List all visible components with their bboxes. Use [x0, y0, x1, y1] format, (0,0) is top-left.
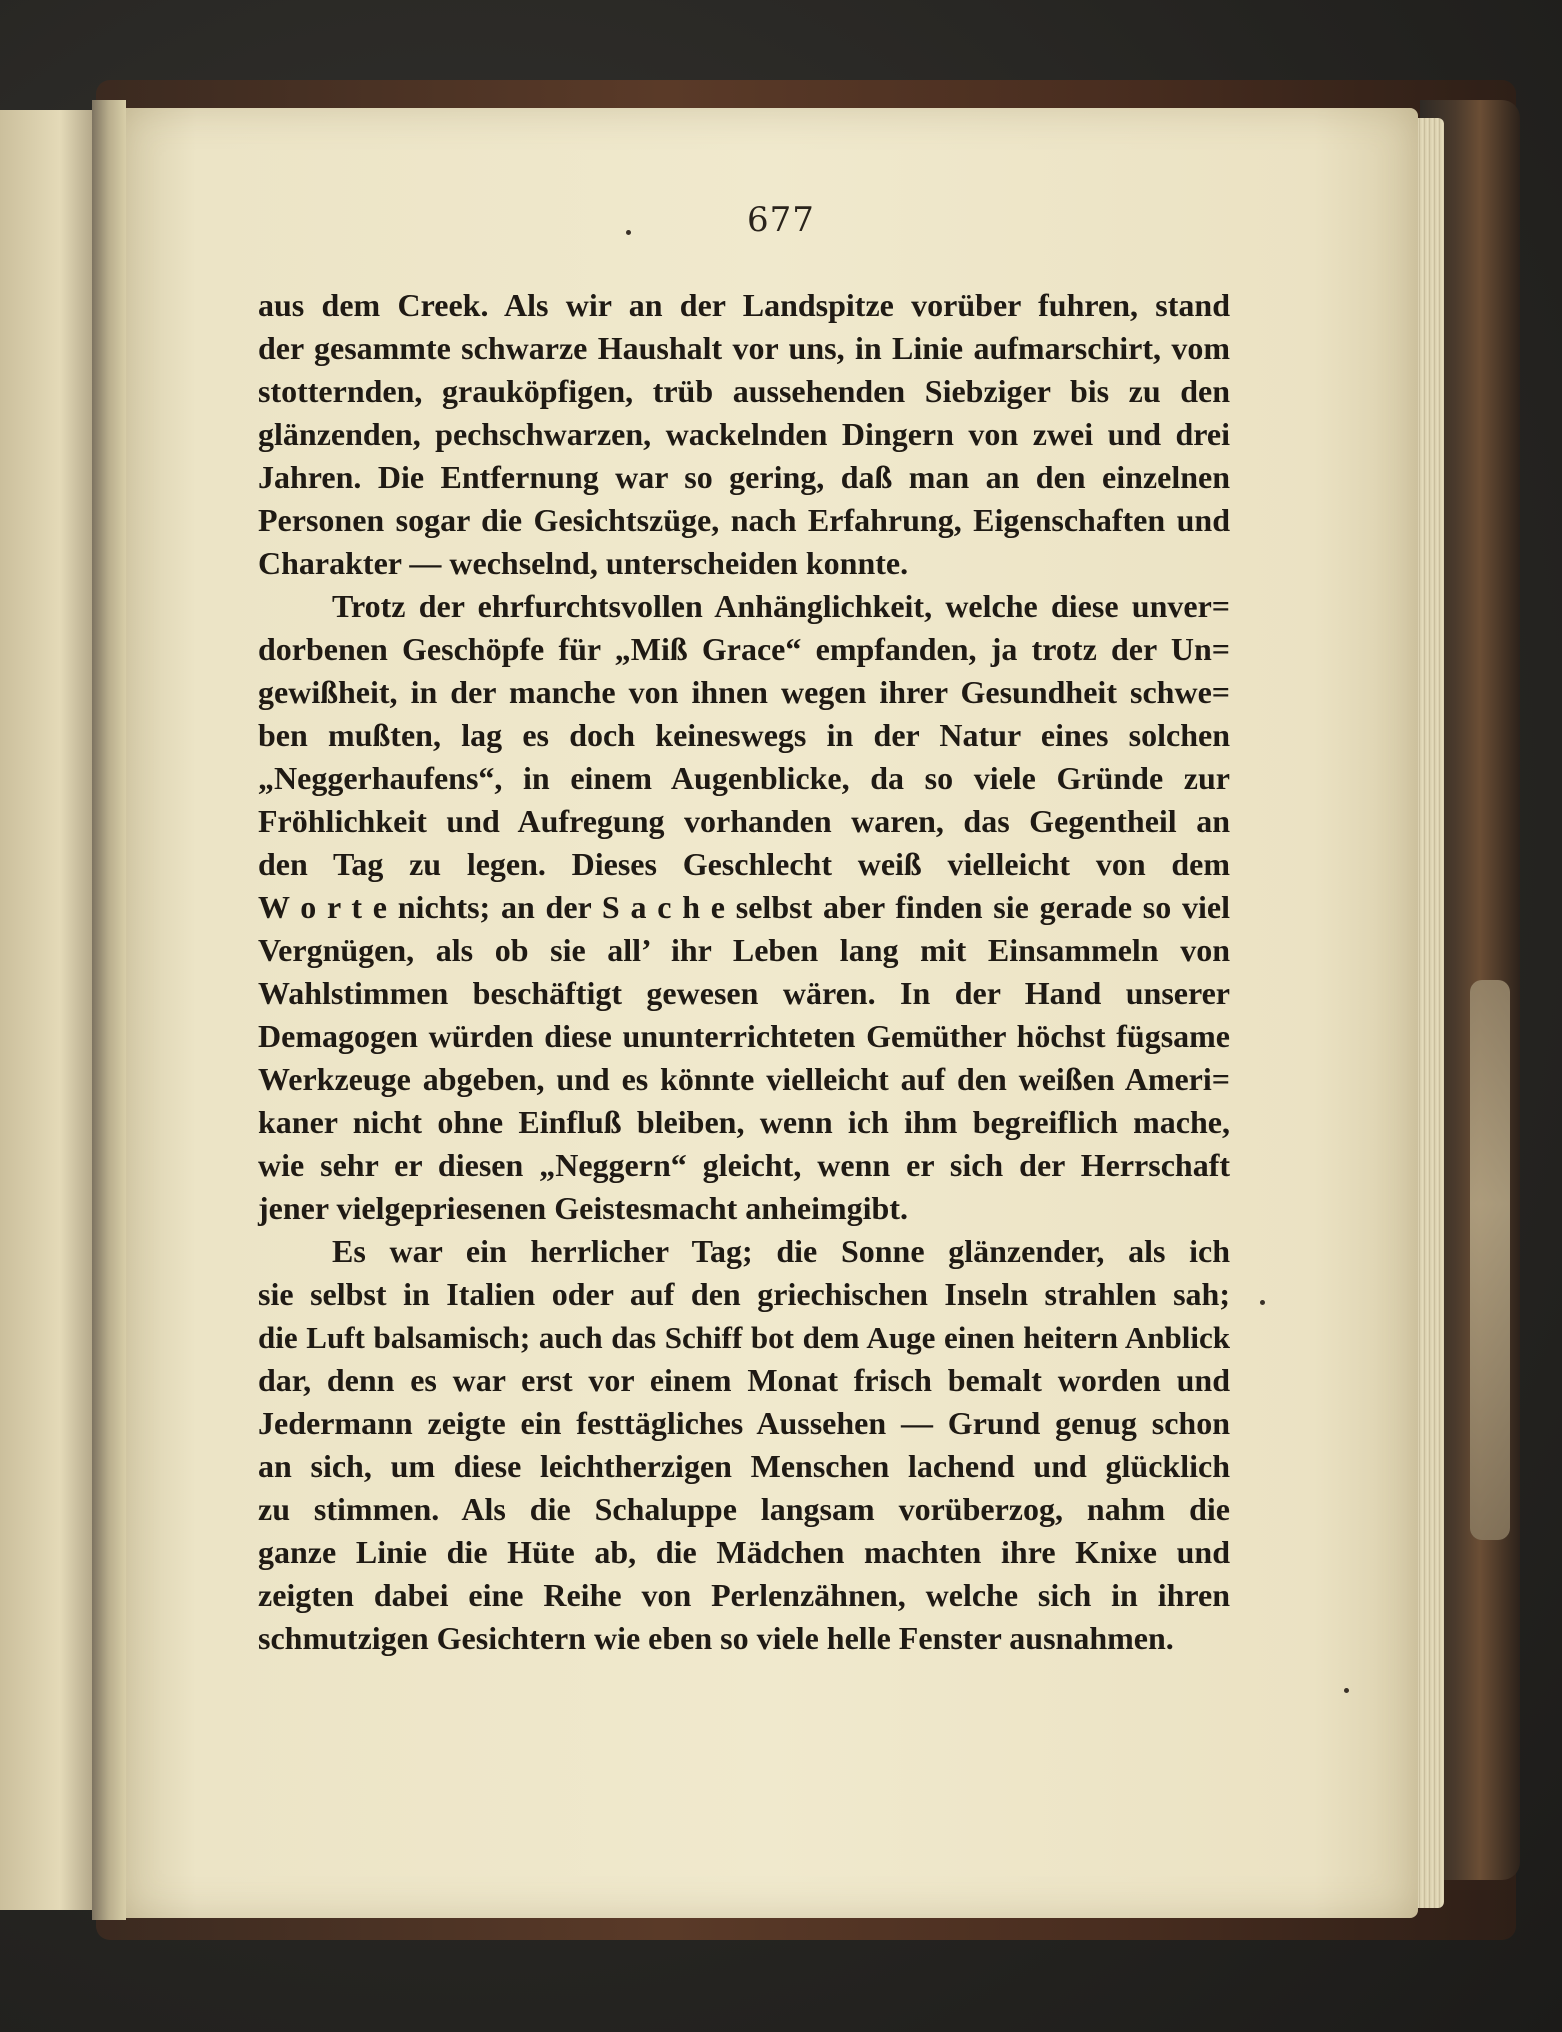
text-line: stotternden, grauköpfigen, trüb aussehenden Siebziger bis zu den [258, 373, 1230, 409]
text-line: ben mußten, lag es doch keineswegs in der Natur eines solchen [258, 717, 1230, 753]
text-line: Wahlstimmen beschäftigt gewesen wären. In der Hand unserer [258, 975, 1230, 1011]
text-line: der gesammte schwarze Haushalt vor uns, in Linie aufmarschirt, vom [258, 330, 1230, 366]
text-line: schmutzigen Gesichtern wie eben so viele helle Fenster ausnahmen. [258, 1620, 1174, 1656]
text-line: dar, denn es war erst vor einem Monat frisch bemalt worden und [258, 1362, 1230, 1398]
text-line: Werkzeuge abgeben, und es könnte vielleicht auf den weißen Ameri= [258, 1061, 1230, 1097]
worn-cover-patch [1470, 980, 1510, 1540]
ink-speck [1260, 1300, 1265, 1305]
text-line: jener vielgepriesenen Geistesmacht anheimgibt. [258, 1190, 908, 1226]
ink-speck [626, 230, 631, 235]
text-line: kaner nicht ohne Einfluß bleiben, wenn ich ihm begreiflich mache, [258, 1104, 1230, 1140]
text-line: sie selbst in Italien oder auf den griechischen Inseln strahlen sah; [258, 1276, 1230, 1312]
text-line: Jahren. Die Entfernung war so gering, daß man an den einzelnen [258, 459, 1230, 495]
text-line: die Luft balsamisch; auch das Schiff bot dem Auge einen heitern Anblick [258, 1320, 1230, 1355]
text-line: zu stimmen. Als die Schaluppe langsam vorüberzog, nahm die [258, 1491, 1230, 1527]
text-line: Es war ein herrlicher Tag; die Sonne glänzender, als ich [332, 1233, 1230, 1269]
text-line: wie sehr er diesen „Neggern“ gleicht, wenn er sich der Herrschaft [258, 1147, 1230, 1183]
text-line: Demagogen würden diese ununterrichteten Gemüther höchst fügsame [258, 1018, 1230, 1054]
text-line: Vergnügen, als ob sie all’ ihr Leben lang mit Einsammeln von [258, 932, 1230, 968]
paragraph [258, 585, 1230, 1230]
text-line: aus dem Creek. Als wir an der Landspitze vorüber fuhren, stand [258, 287, 1230, 323]
text-line: Fröhlichkeit und Aufregung vorhanden waren, das Gegentheil an [258, 803, 1230, 839]
page-number: 677 [747, 200, 815, 240]
text-line: Jedermann zeigte ein festtägliches Aussehen — Grund genug schon [258, 1405, 1230, 1441]
text-line: gewißheit, in der manche von ihnen wegen ihrer Gesundheit schwe= [258, 674, 1230, 710]
text-line: dorbenen Geschöpfe für „Miß Grace“ empfanden, ja trotz der Un= [258, 631, 1230, 667]
text-line: „Neggerhaufens“, in einem Augenblicke, da so viele Gründe zur [258, 760, 1230, 796]
paragraph [258, 284, 1230, 585]
facing-page-edge [0, 110, 100, 1910]
book-gutter [92, 100, 126, 1920]
text-line: an sich, um diese leichtherzigen Menschen lachend und glücklich [258, 1448, 1230, 1484]
paragraph [258, 1230, 1230, 1660]
text-line: W o r t e nichts; an der S a c h e selbst aber finden sie gerade so viel [258, 889, 1230, 925]
ink-speck [1344, 1688, 1349, 1693]
text-line: Personen sogar die Gesichtszüge, nach Erfahrung, Eigenschaften und [258, 502, 1230, 538]
body-text [258, 284, 1230, 1660]
text-line: Trotz der ehrfurchtsvollen Anhänglichkeit, welche diese unver= [332, 588, 1230, 624]
text-line: den Tag zu legen. Dieses Geschlecht weiß vielleicht von dem [258, 846, 1230, 882]
text-line: glänzenden, pechschwarzen, wackelnden Dingern von zwei und drei [258, 416, 1230, 452]
text-line: zeigten dabei eine Reihe von Perlenzähnen, welche sich in ihren [258, 1577, 1230, 1613]
text-line: ganze Linie die Hüte ab, die Mädchen machten ihre Knixe und [258, 1534, 1230, 1570]
text-line: Charakter — wechselnd, unterscheiden konnte. [258, 545, 909, 581]
